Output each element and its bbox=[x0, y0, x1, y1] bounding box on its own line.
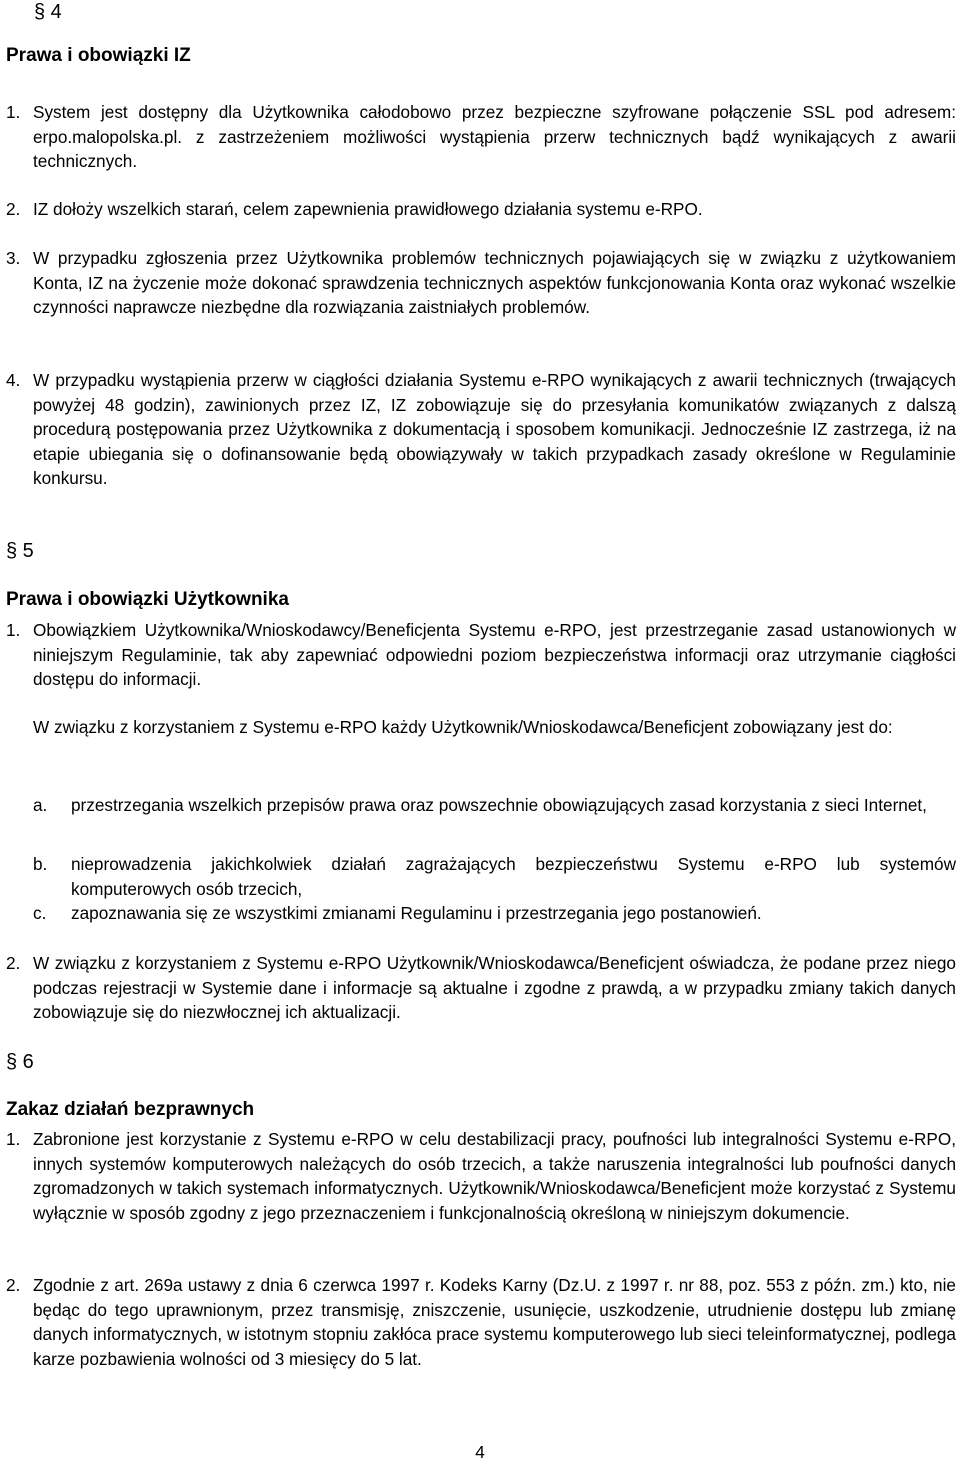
paragraph-sign-5: § 5 bbox=[6, 540, 34, 562]
item-number: 2. bbox=[6, 953, 21, 973]
section-title-prohibited-actions: Zakaz działań bezprawnych bbox=[6, 1099, 255, 1120]
sub-item-letter: c. bbox=[33, 903, 47, 923]
list-item bbox=[6, 951, 956, 1025]
paragraph-sign-6: § 6 bbox=[6, 1051, 34, 1073]
item-number: 2. bbox=[6, 1275, 21, 1295]
list-item bbox=[6, 100, 956, 174]
item-text: W związku z korzystaniem z Systemu e-RPO Użytkownik/Wnioskodawca/Beneficjent oświadcza, że podane przez niego podczas rejestracji w Systemie dane i informacje są aktualne i zgodne z prawdą, a w przypadku zmiany takich danych zobowiązuje się do niezwłocznej ich aktualizacji. bbox=[33, 953, 956, 1022]
item-number: 1. bbox=[6, 1129, 21, 1149]
item-number: 1. bbox=[6, 102, 21, 122]
item-text: W przypadku zgłoszenia przez Użytkownika problemów technicznych pojawiających się w związku z użytkowaniem Konta, IZ na życzenie może dokonać sprawdzenia technicznych aspektów funkcjonowania Konta oraz wykonać wszelkie czynności naprawcze niezbędne dla rozwiązania zaistniałych problemów. bbox=[33, 248, 956, 317]
list-item bbox=[6, 246, 956, 320]
list-item bbox=[6, 368, 956, 491]
list-item bbox=[6, 1273, 956, 1371]
item-text: Zabronione jest korzystanie z Systemu e-RPO w celu destabilizacji pracy, poufności lub integralności Systemu e-RPO, innych systemów komputerowych należących do osób trzecich, a także naruszenia integralności lub poufności danych zgromadzonych w takich systemach informatycznych. Użytkownik/Wnioskodawca/Beneficjent może korzystać z Systemu wyłącznie w sposób zgodny z jego przeznaczeniem i funkcjonalnością określoną w niniejszym dokumencie. bbox=[33, 1129, 956, 1223]
list-item bbox=[6, 197, 956, 222]
sub-list-item bbox=[33, 901, 956, 926]
sub-item-text: zapoznawania się ze wszystkimi zmianami Regulaminu i przestrzegania jego postanowień. bbox=[71, 903, 762, 923]
item-text: Obowiązkiem Użytkownika/Wnioskodawcy/Beneficjenta Systemu e-RPO, jest przestrzeganie zasad ustanowionych w niniejszym Regulaminie, tak aby zapewniać odpowiedni poziom bezpieczeństwa informacji oraz utrzymanie ciągłości dostępu do informacji. bbox=[33, 620, 956, 689]
page-number: 4 bbox=[475, 1442, 485, 1462]
item-number: 3. bbox=[6, 248, 21, 268]
obligations-intro: W związku z korzystaniem z Systemu e-RPO każdy Użytkownik/Wnioskodawca/Beneficjent zobowiązany jest do: bbox=[33, 717, 893, 737]
section-title-rights-user: Prawa i obowiązki Użytkownika bbox=[6, 589, 289, 610]
item-text: System jest dostępny dla Użytkownika całodobowo przez bezpieczne szyfrowane połączenie SSL pod adresem: erpo.malopolska.pl. z zastrzeżeniem możliwości wystąpienia przerw technicznych bądź wynikających z awarii technicznych. bbox=[33, 102, 956, 171]
sub-list-item bbox=[33, 852, 956, 901]
sub-item-letter: a. bbox=[33, 795, 48, 815]
sub-item-text: nieprowadzenia jakichkolwiek działań zagrażających bezpieczeństwu Systemu e-RPO lub systemów komputerowych osób trzecich, bbox=[71, 854, 956, 899]
item-number: 4. bbox=[6, 370, 21, 390]
sub-item-text: przestrzegania wszelkich przepisów prawa oraz powszechnie obowiązujących zasad korzystania z sieci Internet, bbox=[71, 795, 927, 815]
paragraph-sign-4: § 4 bbox=[34, 1, 62, 23]
sub-item-letter: b. bbox=[33, 854, 48, 874]
item-number: 1. bbox=[6, 620, 21, 640]
sub-list-item bbox=[33, 793, 956, 818]
list-item bbox=[6, 618, 956, 692]
item-number: 2. bbox=[6, 199, 21, 219]
item-text: IZ dołoży wszelkich starań, celem zapewnienia prawidłowego działania systemu e-RPO. bbox=[33, 199, 703, 219]
list-item bbox=[6, 1127, 956, 1225]
item-text: W przypadku wystąpienia przerw w ciągłości działania Systemu e-RPO wynikających z awarii technicznych (trwających powyżej 48 godzin), zawinionych przez IZ, IZ zobowiązuje się do przesyłania komunikatów związanych z dalszą procedurą postępowania przez Użytkownika z dokumentacją i sposobem komunikacji. Jednocześnie IZ zastrzega, iż na etapie ubiegania się o dofinansowanie będą obowiązywały w takich przypadkach zasady określone w Regulaminie konkursu. bbox=[33, 370, 956, 488]
item-text: Zgodnie z art. 269a ustawy z dnia 6 czerwca 1997 r. Kodeks Karny (Dz.U. z 1997 r. nr 88, poz. 553 z późn. zm.) kto, nie będąc do tego uprawnionym, przez transmisję, zniszczenie, usunięcie, uszkodzenie, utrudnienie dostępu lub zmianę danych informatycznych, w istotnym stopniu zakłóca prace systemu komputerowego lub sieci teleinformatycznej, podlega karze pozbawienia wolności od 3 miesięcy do 5 lat. bbox=[33, 1275, 956, 1369]
section-title-rights-iz: Prawa i obowiązki IZ bbox=[6, 45, 191, 66]
